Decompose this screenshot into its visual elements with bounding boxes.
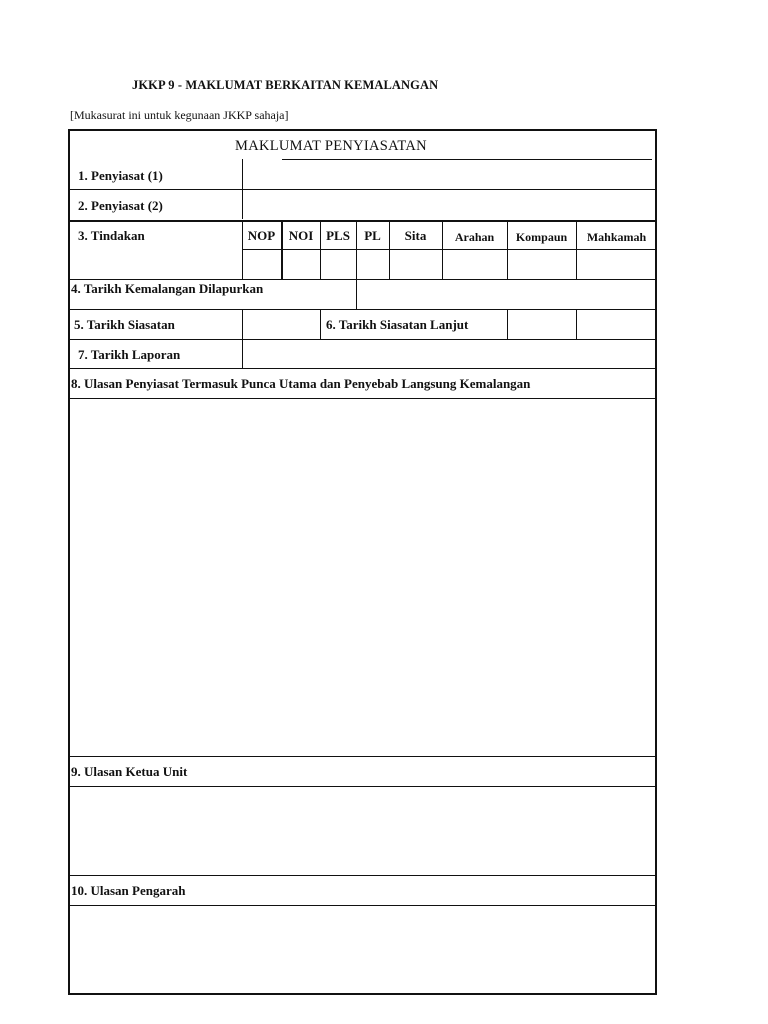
action-column-arahan: Arahan	[454, 230, 495, 244]
action-noi-field[interactable]	[283, 250, 320, 279]
action-arahan-field[interactable]	[443, 250, 507, 279]
followup-investigation-date-label: 6. Tarikh Siasatan Lanjut	[326, 317, 469, 332]
accident-reported-date-label: 4. Tarikh Kemalangan Dilapurkan	[71, 281, 264, 296]
action-label: 3. Tindakan	[78, 228, 145, 243]
investigation-date-label: 5. Tarikh Siasatan	[74, 317, 175, 332]
unit-head-comments-area[interactable]	[70, 787, 657, 875]
followup-investigation-date-field[interactable]	[508, 310, 576, 339]
action-column-mahkamah: Mahkamah	[586, 230, 647, 244]
action-sita-field[interactable]	[390, 250, 442, 279]
report-date-label: 7. Tarikh Laporan	[78, 347, 181, 362]
action-pls-field[interactable]	[321, 250, 356, 279]
column-divider	[320, 309, 321, 339]
action-mahkamah-field[interactable]	[577, 250, 657, 279]
section-header: MAKLUMAT PENYIASATAN	[235, 138, 427, 154]
action-column-nop: NOP	[247, 228, 276, 243]
action-pl-field[interactable]	[357, 250, 389, 279]
divider	[70, 368, 655, 369]
action-column-pls: PLS	[326, 228, 350, 243]
document-title: JKKP 9 - MAKLUMAT BERKAITAN KEMALANGAN	[132, 78, 439, 92]
accident-reported-date-field[interactable]	[357, 280, 657, 309]
action-kompaun-field[interactable]	[508, 250, 576, 279]
investigator-1-label: 1. Penyiasat (1)	[78, 168, 163, 183]
action-column-pl: PL	[364, 228, 381, 243]
document-note: [Mukasurat ini untuk kegunaan JKKP sahaja]	[70, 108, 289, 122]
investigator-1-field[interactable]	[243, 160, 657, 189]
action-nop-field[interactable]	[243, 250, 281, 279]
action-column-noi: NOI	[288, 228, 314, 243]
director-comments-label: 10. Ulasan Pengarah	[71, 883, 186, 898]
divider	[70, 756, 655, 757]
action-column-sita: Sita	[404, 228, 427, 243]
action-column-kompaun: Kompaun	[515, 230, 568, 244]
investigation-form	[68, 129, 657, 995]
investigation-date-field[interactable]	[243, 310, 320, 339]
unit-head-comments-label: 9. Ulasan Ketua Unit	[71, 764, 188, 779]
investigator-2-field[interactable]	[243, 190, 657, 219]
investigator-comments-area[interactable]	[70, 399, 657, 756]
divider	[70, 875, 655, 876]
investigator-2-label: 2. Penyiasat (2)	[78, 198, 163, 213]
director-comments-area[interactable]	[70, 906, 657, 993]
followup-extra-field[interactable]	[577, 310, 657, 339]
report-date-field[interactable]	[243, 340, 657, 368]
investigator-comments-label: 8. Ulasan Penyiasat Termasuk Punca Utama dan Penyebab Langsung Kemalangan	[71, 376, 531, 391]
divider	[70, 220, 655, 222]
